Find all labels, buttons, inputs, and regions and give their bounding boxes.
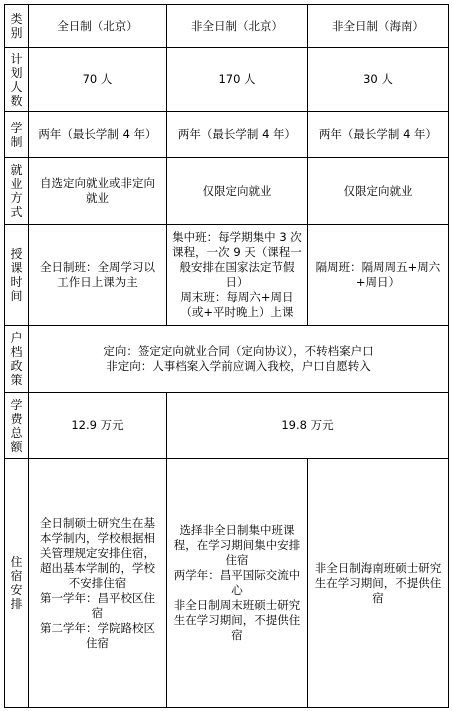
- housing-second-year: 第二学年：学院路校区住宿: [40, 620, 155, 650]
- duration-fulltime-beijing: 两年（最长学制 4 年）: [29, 112, 167, 158]
- housing-two-years: 两学年：昌平国际交流中心: [173, 568, 301, 597]
- plan-fulltime-beijing: 70 人: [29, 48, 167, 112]
- housing-fulltime-rule: 全日制硕士研究生在基本学制内，学校根据相关管理规定安排住宿，超出基本学制的，学校不安排住宿: [40, 515, 155, 590]
- employment-parttime-hainan: 仅限定向就业: [308, 158, 449, 225]
- tuition-row: [5, 393, 449, 459]
- row-label-records: 户档政策: [5, 326, 29, 393]
- teaching-parttime-hainan: 隔周班：隔周周五+周六+周日）: [308, 225, 449, 326]
- duration-parttime-beijing: 两年（最长学制 4 年）: [167, 112, 308, 158]
- duration-row: [5, 112, 449, 158]
- employment-fulltime-beijing: 自选定向就业或非定向就业: [29, 158, 167, 225]
- tuition-fulltime: 12.9 万元: [29, 393, 167, 459]
- employment-row: [5, 158, 449, 225]
- employment-parttime-beijing: 仅限定向就业: [167, 158, 308, 225]
- plan-parttime-hainan: 30 人: [308, 48, 449, 112]
- teaching-fulltime-beijing: 全日制班：全周学习以工作日上课为主: [29, 225, 167, 326]
- teaching-concentrated-class: 集中班：每学期集中 3 次课程，一次 9 天（课程一般安排在国家法定节假日）: [172, 230, 302, 289]
- housing-weekend-class: 非全日制周末班硕士研究生在学习期间，不提供住宿: [173, 598, 301, 642]
- housing-concentrated-class: 选择非全日制集中班课程，在学习期间集中安排住宿: [173, 523, 301, 567]
- row-label-duration: 学制: [5, 112, 29, 158]
- row-label-housing: 住宿安排: [5, 459, 29, 708]
- row-label-employment: 就业方式: [5, 158, 29, 225]
- records-nondirected: 非定向：人事档案入学前应调入我校，户口自愿转入: [106, 359, 371, 373]
- records-policy: [29, 326, 449, 393]
- housing-parttime-beijing: [167, 459, 308, 708]
- teaching-row: [5, 225, 449, 326]
- tuition-parttime: 19.8 万元: [167, 393, 449, 459]
- teaching-parttime-beijing: [167, 225, 308, 326]
- col-header-parttime-beijing: 非全日制（北京）: [167, 5, 308, 48]
- program-comparison-table: [4, 4, 449, 708]
- teaching-weekend-class: 周末班：每周六+周日（或+平时晚上）上课: [180, 290, 294, 319]
- housing-row: [5, 459, 449, 708]
- records-row: [5, 326, 449, 393]
- duration-parttime-hainan: 两年（最长学制 4 年）: [308, 112, 449, 158]
- col-header-fulltime-beijing: 全日制（北京）: [29, 5, 167, 48]
- row-label-tuition: 学费总额: [5, 393, 29, 459]
- housing-parttime-hainan: 非全日制海南班硕士研究生在学习期间，不提供住宿: [308, 459, 449, 708]
- row-label-teaching: 授课时间: [5, 225, 29, 326]
- header-row: [5, 5, 449, 48]
- row-label-plan: 计划人数: [5, 48, 29, 112]
- category-header: 类别: [5, 5, 29, 48]
- col-header-parttime-hainan: 非全日制（海南）: [308, 5, 449, 48]
- housing-fulltime-beijing: [29, 459, 167, 708]
- plan-parttime-beijing: 170 人: [167, 48, 308, 112]
- plan-row: [5, 48, 449, 112]
- housing-first-year: 第一学年：昌平校区住宿: [40, 590, 155, 620]
- records-directed: 定向：签定定向就业合同（定向协议），不转档案户口: [103, 344, 374, 358]
